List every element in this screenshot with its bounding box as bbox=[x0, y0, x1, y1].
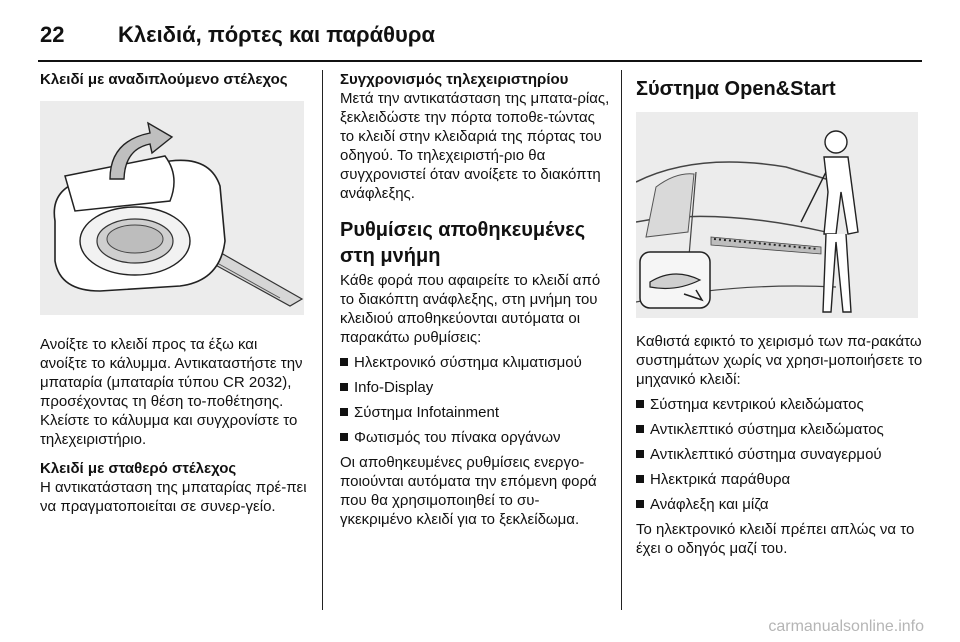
heading-flip-key: Κλειδί με αναδιπλούμενο στέλεχος bbox=[40, 71, 288, 88]
flip-key-battery-icon bbox=[40, 101, 304, 315]
memory-settings-list bbox=[340, 353, 610, 447]
list-item-text: Ηλεκτρικά παράθυρα bbox=[650, 471, 791, 488]
list-item bbox=[636, 445, 926, 464]
memory-settings-intro: Κάθε φορά που αφαιρείτε το κλειδί από το διακόπτη ανάφλεξης, στη μνήμη του κλειδιού αποθηκεύονται αυτόματα οι παρακάτω ρυθμίσεις: bbox=[340, 272, 601, 346]
list-item-text: Αντικλεπτικό σύστημα συναγερμού bbox=[650, 446, 882, 463]
page-number: 22 bbox=[40, 22, 65, 47]
open-start-figure bbox=[636, 112, 918, 318]
open-start-list bbox=[636, 395, 926, 514]
header-divider bbox=[38, 60, 922, 62]
list-item-text: Info-Display bbox=[354, 379, 434, 396]
page-title: Κλειδιά, πόρτες και παράθυρα bbox=[118, 22, 435, 47]
list-item bbox=[340, 378, 610, 397]
list-item-text: Ηλεκτρονικό σύστημα κλιματισμού bbox=[354, 354, 582, 371]
list-item-text: Σύστημα Infotainment bbox=[354, 404, 500, 421]
bullet-icon bbox=[636, 450, 644, 458]
list-item bbox=[636, 495, 926, 514]
column-3 bbox=[636, 70, 926, 558]
list-item bbox=[340, 353, 610, 372]
list-item bbox=[340, 428, 610, 447]
list-item-text: Φωτισμός του πίνακα οργάνων bbox=[354, 429, 561, 446]
bullet-icon bbox=[636, 500, 644, 508]
remote-sync-text: Μετά την αντικατάσταση της μπατα-ρίας, ξεκλειδώστε την πόρτα τοποθε-τώντας το κλειδί στην κλειδαριά της πόρτας του οδηγού. Το τηλεχειριστή-ριο θα συγχρονιστεί όταν ανοίξετε το διακόπτη ανάφλεξης. bbox=[340, 90, 610, 202]
column-2 bbox=[340, 70, 610, 529]
heading-memory-settings: Ρυθμίσεις αποθηκευμένες στη μνήμη bbox=[340, 219, 586, 267]
memory-settings-footer: Οι αποθηκευμένες ρυθμίσεις ενεργο-ποιούνται αυτόματα την επόμενη φορά που θα χρησιμοποιηθεί το συ-γκεκριμένο κλειδί για το ξεκλείδωμα. bbox=[340, 454, 597, 528]
heading-remote-sync: Συγχρονισμός τηλεχειριστηρίου bbox=[340, 71, 569, 88]
bullet-icon bbox=[340, 383, 348, 391]
battery-replace-text: Ανοίξτε το κλειδί προς τα έξω και ανοίξτε το κάλυμμα. Αντικαταστήστε την μπαταρία (μπαταρία τύπου CR 2032), προσέχοντας τη θέση το-ποθέτησης. Κλείστε το κάλυμμα και συγχρονίστε το τηλεχειριστήριο. bbox=[40, 336, 303, 448]
open-start-footer: Το ηλεκτρονικό κλειδί πρέπει απλώς να το έχει ο οδηγός μαζί του. bbox=[636, 521, 915, 557]
open-start-intro: Καθιστά εφικτό το χειρισμό των πα-ρακάτω συστημάτων χωρίς να χρησι-μοποιήσετε το μηχανικό κλειδί: bbox=[636, 333, 923, 388]
watermark: carmanualsonline.info bbox=[768, 618, 924, 635]
bullet-icon bbox=[340, 408, 348, 416]
page-header bbox=[38, 10, 922, 60]
list-item bbox=[636, 395, 926, 414]
heading-fixed-key: Κλειδί με σταθερό στέλεχος bbox=[40, 460, 237, 477]
list-item-text: Ανάφλεξη και μίζα bbox=[650, 496, 769, 513]
column-divider bbox=[621, 70, 622, 610]
bullet-icon bbox=[340, 433, 348, 441]
column-divider bbox=[322, 70, 323, 610]
open-start-door-icon bbox=[636, 112, 918, 318]
fixed-key-text: Η αντικατάσταση της μπαταρίας πρέ-πει να πραγματοποιείται σε συνερ-γείο. bbox=[40, 479, 307, 515]
heading-open-start: Σύστημα Open&Start bbox=[636, 78, 836, 100]
list-item-text: Σύστημα κεντρικού κλειδώματος bbox=[650, 396, 864, 413]
list-item bbox=[340, 403, 610, 422]
bullet-icon bbox=[636, 475, 644, 483]
list-item bbox=[636, 470, 926, 489]
bullet-icon bbox=[340, 358, 348, 366]
list-item-text: Αντικλεπτικό σύστημα κλειδώματος bbox=[650, 421, 884, 438]
column-1 bbox=[40, 70, 308, 516]
flip-key-figure bbox=[40, 101, 304, 315]
bullet-icon bbox=[636, 425, 644, 433]
bullet-icon bbox=[636, 400, 644, 408]
list-item bbox=[636, 420, 926, 439]
